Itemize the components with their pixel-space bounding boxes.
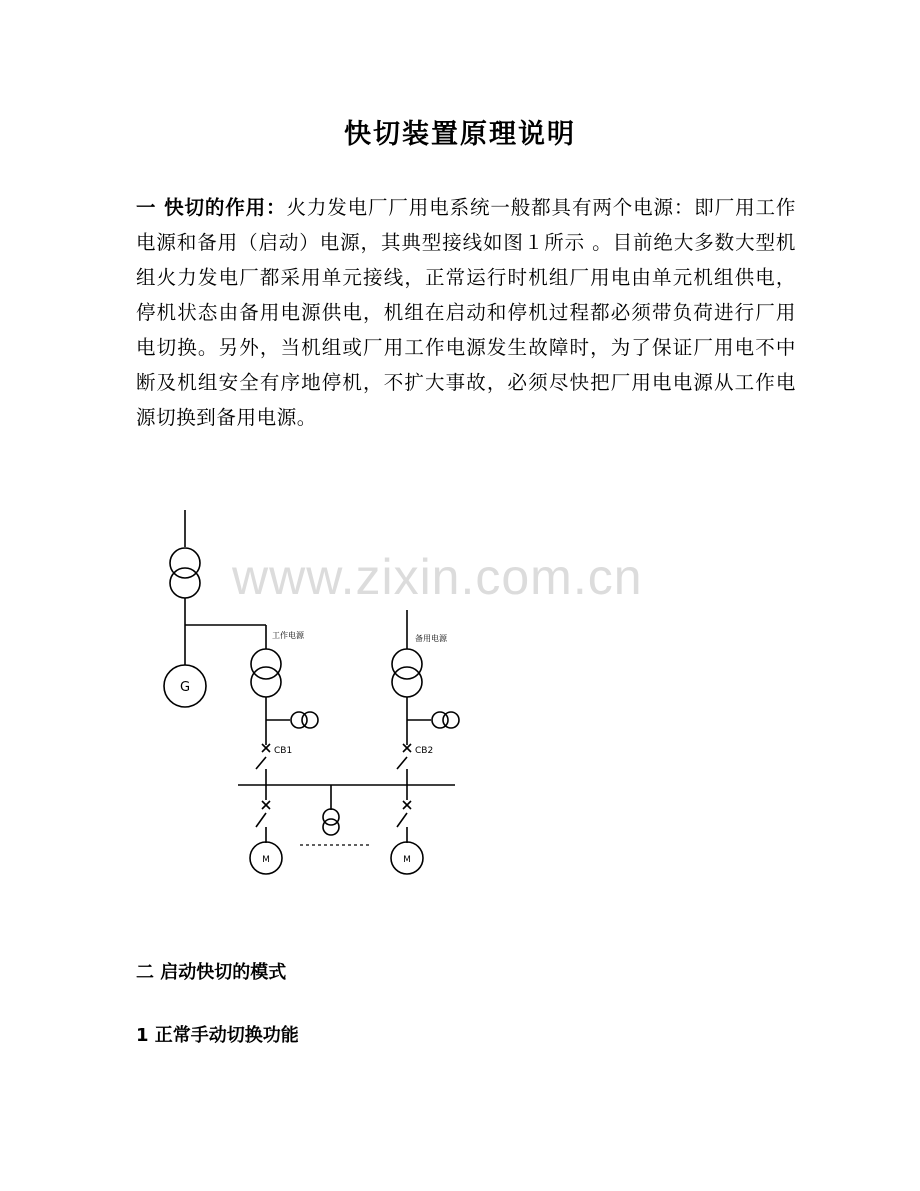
section1-body: 火力发电厂厂用电系统一般都具有两个电源：即厂用工作电源和备用（启动）电源，其典型接线如图１所示 。目前绝大多数大型机组火力发电厂都采用单元接线，正常运行时机组厂用电由单元机组供电，停机状态由备用电源供电，机组在启动和停机过程都必须带负荷进行厂用电切换。另外，当机组或厂用工作电源发生故障时，为了保证厂用电不中断及机组安全有序地停机，不扩大事故，必须尽快把厂用电电源从工作电源切换到备用电源。 (136, 196, 796, 429)
wiring-diagram (150, 505, 470, 885)
section2-1-heading: 1 正常手动切换功能 (136, 1025, 299, 1046)
standby-source-label: 备用电源 (415, 634, 447, 643)
page-title: 快切装置原理说明 (344, 119, 576, 150)
breaker2-label: CB2 (415, 746, 434, 756)
motor1-label: M (262, 855, 270, 865)
motor2-label: M (403, 855, 411, 865)
section2-heading: 二 启动快切的模式 (136, 962, 287, 983)
breaker1-label: CB1 (274, 746, 293, 756)
watermark: www.zixin.com.cn (232, 549, 643, 605)
section1-paragraph (136, 190, 796, 435)
generator-label: G (179, 680, 191, 695)
section1-heading: 一 快切的作用： (136, 196, 287, 219)
work-source-label: 工作电源 (272, 631, 304, 640)
